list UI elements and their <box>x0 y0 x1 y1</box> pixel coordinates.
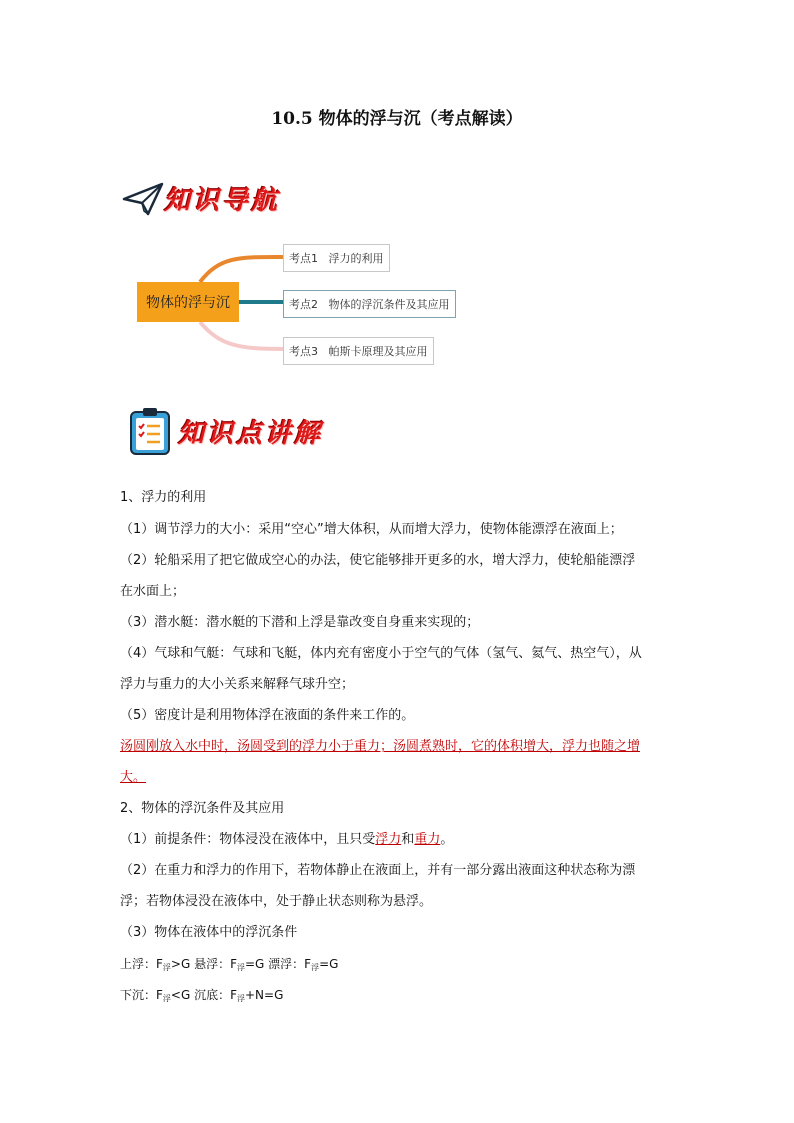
float-conditions-line-1 <box>120 957 680 975</box>
s1-paragraph-2b: 在水面上； <box>120 584 186 599</box>
s1-paragraph-4b: 浮力与重力的大小关系来解释气球升空； <box>120 677 355 692</box>
cond2-bottom: <G 沉底：F <box>170 988 237 1002</box>
cond1-float: =G 漂浮：F <box>244 957 312 971</box>
cond2-sub-a: 浮 <box>162 994 171 1003</box>
mindmap-branch-2: 考点2 物体的浮沉条件及其应用 <box>283 290 456 318</box>
cond1-sub-a: 浮 <box>162 963 171 972</box>
s2-paragraph-1 <box>120 832 680 847</box>
cond1-sub-b: 浮 <box>236 963 245 972</box>
s1-paragraph-1: （1）调节浮力的大小：采用“空心”增大体积，从而增大浮力，使物体能漂浮在液面上； <box>120 522 623 537</box>
s2-paragraph-3: （3）物体在液体中的浮沉条件 <box>120 925 298 940</box>
mindmap <box>130 236 490 370</box>
s1-paragraph-3: （3）潜水艇：潜水艇的下潜和上浮是靠改变自身重来实现的； <box>120 615 480 630</box>
knowledge-explain-title: 知识点讲解 <box>178 418 324 449</box>
mindmap-branch-1: 考点1 浮力的利用 <box>283 244 390 272</box>
s1-paragraph-4a: （4）气球和气艇：气球和飞艇，体内充有密度小于空气的气体（氢气、氦气、热空气），从 <box>120 646 642 661</box>
cond1-rise: 上浮：F <box>120 957 163 971</box>
s1-paragraph-5: （5）密度计是利用物体浮在液面的条件来工作的。 <box>120 708 415 723</box>
s2-p1-end: 。 <box>440 832 454 847</box>
s1-paragraph-2a: （2）轮船采用了把它做成空心的办法，使它能够排开更多的水，增大浮力，使轮船能漂浮 <box>120 553 636 568</box>
cond2-sub-b: 浮 <box>236 994 245 1003</box>
s2-p1-and: 和 <box>401 832 415 847</box>
highlight-note-line-2-wrap <box>120 770 680 785</box>
mindmap-branch-3: 考点3 帕斯卡原理及其应用 <box>283 337 434 365</box>
section-1-title: 1、浮力的利用 <box>120 490 207 505</box>
knowledge-explain-banner <box>128 406 323 456</box>
cond2-end: +N=G <box>244 988 284 1002</box>
s2-paragraph-2a: （2）在重力和浮力的作用下，若物体静止在液面上，并有一部分露出液面这种状态称为漂 <box>120 863 636 878</box>
highlight-note-line-1: 汤圆刚放入水中时，汤圆受到的浮力小于重力；汤圆煮熟时，它的体积增大，浮力也随之增 <box>120 739 641 754</box>
float-conditions-line-2 <box>120 988 680 1006</box>
paper-plane-icon <box>122 181 164 217</box>
cond1-sub-c: 浮 <box>311 963 320 972</box>
buoyancy-keyword: 浮力 <box>375 832 402 847</box>
s2-paragraph-2b: 浮；若物体浸没在液体中，处于静止状态则称为悬浮。 <box>120 894 433 909</box>
s2-p1-text: （1）前提条件：物体浸没在液体中，且只受 <box>120 832 376 847</box>
cond1-suspend: >G 悬浮：F <box>170 957 237 971</box>
knowledge-nav-title: 知识导航 <box>164 186 281 216</box>
mindmap-center-node: 物体的浮与沉 <box>137 282 239 322</box>
cond1-end: =G <box>319 957 339 971</box>
cond2-sink: 下沉：F <box>120 988 163 1002</box>
highlight-note-line-2: 大。 <box>120 770 147 785</box>
gravity-keyword: 重力 <box>414 832 441 847</box>
knowledge-nav-banner <box>122 180 280 217</box>
page-title: 10.5 物体的浮与沉（考点解读） <box>271 109 523 129</box>
clipboard-icon <box>128 406 172 456</box>
section-2-title: 2、物体的浮沉条件及其应用 <box>120 801 285 816</box>
